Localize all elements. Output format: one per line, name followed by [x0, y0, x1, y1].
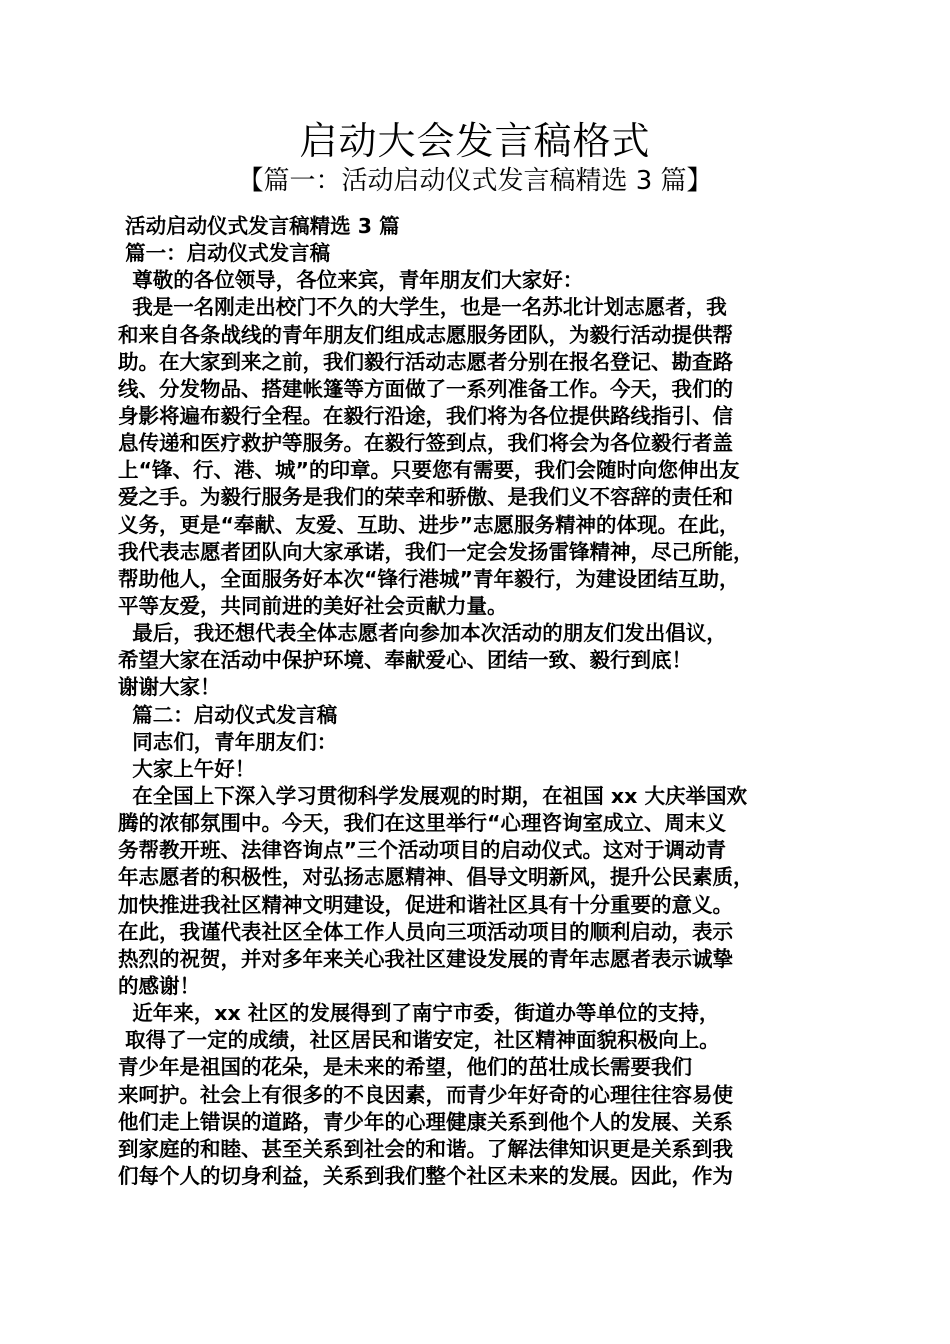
text-line: 同志们，青年朋友们： [118, 729, 338, 754]
text-line: 务帮教开班、法律咨询点”三个活动项目的启动仪式。这对于调动青 [118, 838, 726, 863]
document-subtitle: 【篇一：活动启动仪式发言稿精选 3 篇】 [237, 166, 713, 196]
text-line: 大家上午好！ [118, 756, 256, 781]
text-line: 希望大家在活动中保护环境、奉献爱心、团结一致、毅行到底！ [118, 648, 692, 673]
text-line: 到家庭的和睦、甚至关系到社会的和谐。了解法律知识更是关系到我 [118, 1136, 733, 1161]
text-line: 身影将遍布毅行全程。在毅行沿途，我们将为各位提供路线指引、信 [118, 403, 733, 428]
document-body [118, 213, 840, 1190]
text-line: 爱之手。为毅行服务是我们的荣幸和骄傲、是我们义不容辞的责任和 [118, 485, 733, 510]
text-line: 帮助他人，全面服务好本次“锋行港城”青年毅行，为建设团结互助， [118, 566, 740, 591]
text-line: 腾的浓郁氛围中。今天，我们在这里举行“心理咨询室成立、周末义 [118, 811, 726, 836]
text-line: 助。在大家到来之前，我们毅行活动志愿者分别在报名登记、勘查路 [118, 349, 733, 374]
text-line: 篇一：启动仪式发言稿 [118, 241, 331, 266]
text-line: 平等友爱，共同前进的美好社会贡献力量。 [118, 593, 508, 618]
text-line: 年志愿者的积极性，对弘扬志愿精神、倡导文明新风，提升公民素质， [118, 865, 754, 890]
text-line: 谢谢大家！ [118, 675, 221, 700]
text-line: 近年来，xx 社区的发展得到了南宁市委，街道办等单位的支持， [118, 1001, 720, 1026]
text-line: 和来自各条战线的青年朋友们组成志愿服务团队，为毅行活动提供帮 [118, 322, 733, 347]
text-line: 篇二：启动仪式发言稿 [118, 702, 338, 727]
text-line: 在此，我谨代表社区全体工作人员向三项活动项目的顺利启动，表示 [118, 919, 733, 944]
text-line: 线、分发物品、搭建帐篷等方面做了一系列准备工作。今天，我们的 [118, 376, 733, 401]
text-line: 他们走上错误的道路，青少年的心理健康关系到他个人的发展、关系 [118, 1109, 733, 1134]
text-line: 的感谢！ [118, 973, 200, 998]
text-line: 息传递和医疗救护等服务。在毅行签到点，我们将会为各位毅行者盖 [118, 431, 733, 456]
text-line: 尊敬的各位领导，各位来宾，青年朋友们大家好： [118, 268, 584, 293]
text-line: 活动启动仪式发言稿精选 3 篇 [118, 214, 400, 238]
text-line: 上“锋、行、港、城”的印章。只要您有需要，我们会随时向您伸出友 [118, 458, 740, 483]
text-line: 义务，更是“奉献、友爱、互助、进步”志愿服务精神的体现。在此， [118, 512, 740, 537]
text-line: 青少年是祖国的花朵，是未来的希望，他们的茁壮成长需要我们 [118, 1055, 692, 1080]
text-line: 热烈的祝贺，并对多年来关心我社区建设发展的青年志愿者表示诚挚 [118, 946, 733, 971]
text-line: 在全国上下深入学习贯彻科学发展观的时期，在祖国 xx 大庆举国欢 [118, 783, 747, 808]
text-line: 我代表志愿者团队向大家承诺，我们一定会发扬雷锋精神，尽己所能， [118, 539, 754, 564]
document-title: 启动大会发言稿格式 [299, 119, 651, 163]
text-line: 最后，我还想代表全体志愿者向参加本次活动的朋友们发出倡议， [118, 621, 727, 646]
text-line: 们每个人的切身利益，关系到我们整个社区未来的发展。因此，作为 [118, 1163, 733, 1188]
text-line: 我是一名刚走出校门不久的大学生，也是一名苏北计划志愿者，我 [118, 295, 727, 320]
text-line: 来呵护。社会上有很多的不良因素，而青少年好奇的心理往往容易使 [118, 1082, 733, 1107]
text-line: 取得了一定的成绩，社区居民和谐安定，社区精神面貌积极向上。 [118, 1028, 720, 1053]
text-line: 加快推进我社区精神文明建设，促进和谐社区具有十分重要的意义。 [118, 892, 733, 917]
